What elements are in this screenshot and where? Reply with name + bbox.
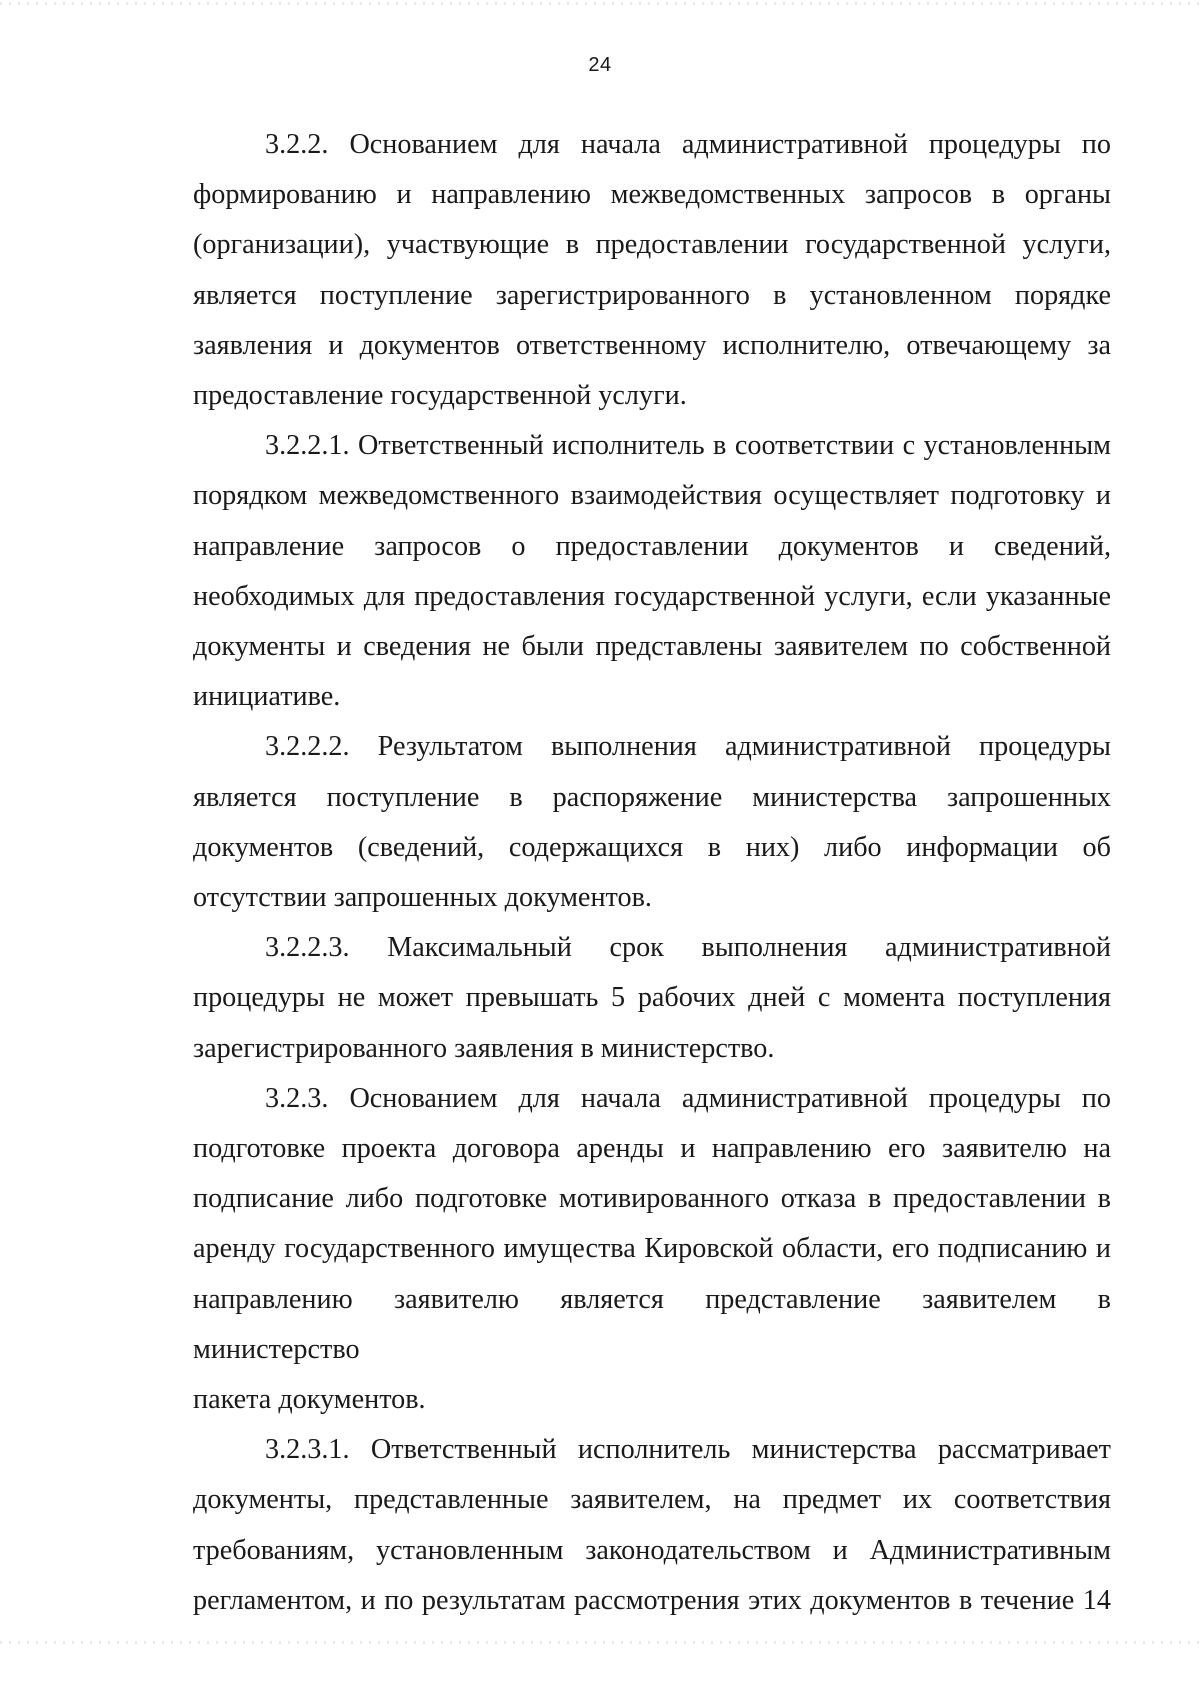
text-line: порядком межведомственного взаимодействия осуществляет подготовку и [193,480,1111,512]
text-line: пакета документов. [193,1384,426,1416]
paragraph-3-2-2-2 [193,722,1111,923]
text-line: 3.2.2.3. Максимальный срок выполнения административной [265,932,1111,964]
text-line: предоставление государственной услуги. [193,380,687,412]
scan-edge-bottom [0,1641,1200,1644]
text-line: заявления и документов ответственному исполнителю, отвечающему за [193,329,1111,361]
text-line: зарегистрированного заявления в министерство. [193,1032,775,1064]
text-line: документов (сведений, содержащихся в них) либо информации об [193,831,1111,863]
paragraph-3-2-3-1 [193,1425,1111,1626]
text-line: 3.2.2. Основанием для начала административной процедуры по [265,129,1111,160]
text-line: отсутствии запрошенных документов. [193,882,652,914]
paragraph-3-2-2-3 [193,923,1111,1074]
text-line: направлению заявителю является представление заявителем в министерство [193,1283,1111,1365]
paragraph-3-2-2 [193,120,1111,421]
text-line: 3.2.3. Основанием для начала административной процедуры по [265,1082,1111,1114]
text-line: аренду государственного имущества Кировской области, его подписанию и [193,1233,1111,1265]
text-line: (организации), участвующие в предоставлении государственной услуги, [193,229,1111,261]
paragraph-3-2-3 [193,1074,1111,1425]
text-line: требованиям, установленным законодательством и Административным [193,1534,1111,1566]
text-line: является поступление в распоряжение министерства запрошенных [193,781,1111,813]
text-line: является поступление зарегистрированного в установленном порядке [193,279,1111,311]
text-line: процедуры не может превышать 5 рабочих дней с момента поступления [193,982,1111,1014]
text-line: формированию и направлению межведомственных запросов в органы [193,179,1111,211]
text-line: 3.2.2.1. Ответственный исполнитель в соответствии с установленным [265,430,1111,462]
text-line: инициативе. [193,681,341,713]
scan-edge-top [0,2,1200,5]
text-line: 3.2.2.2. Результатом выполнения административной процедуры [265,731,1111,763]
text-line: документы и сведения не были представлены заявителем по собственной [193,631,1111,663]
text-line: подготовке проекта договора аренды и направлению его заявителю на [193,1133,1111,1165]
text-line: подписание либо подготовке мотивированного отказа в предоставлении в [193,1183,1111,1215]
text-line: направление запросов о предоставлении документов и сведений, [193,530,1111,562]
text-line: необходимых для предоставления государственной услуги, если указанные [193,580,1111,612]
document-body [193,120,1111,1626]
text-line: 3.2.3.1. Ответственный исполнитель министерства рассматривает [265,1434,1111,1466]
paragraph-3-2-2-1 [193,421,1111,722]
page-number: 24 [588,54,612,76]
text-line: документы, представленные заявителем, на предмет их соответствия [193,1484,1111,1516]
text-line: регламентом, и по результатам рассмотрения этих документов в течение 14 [193,1584,1111,1616]
